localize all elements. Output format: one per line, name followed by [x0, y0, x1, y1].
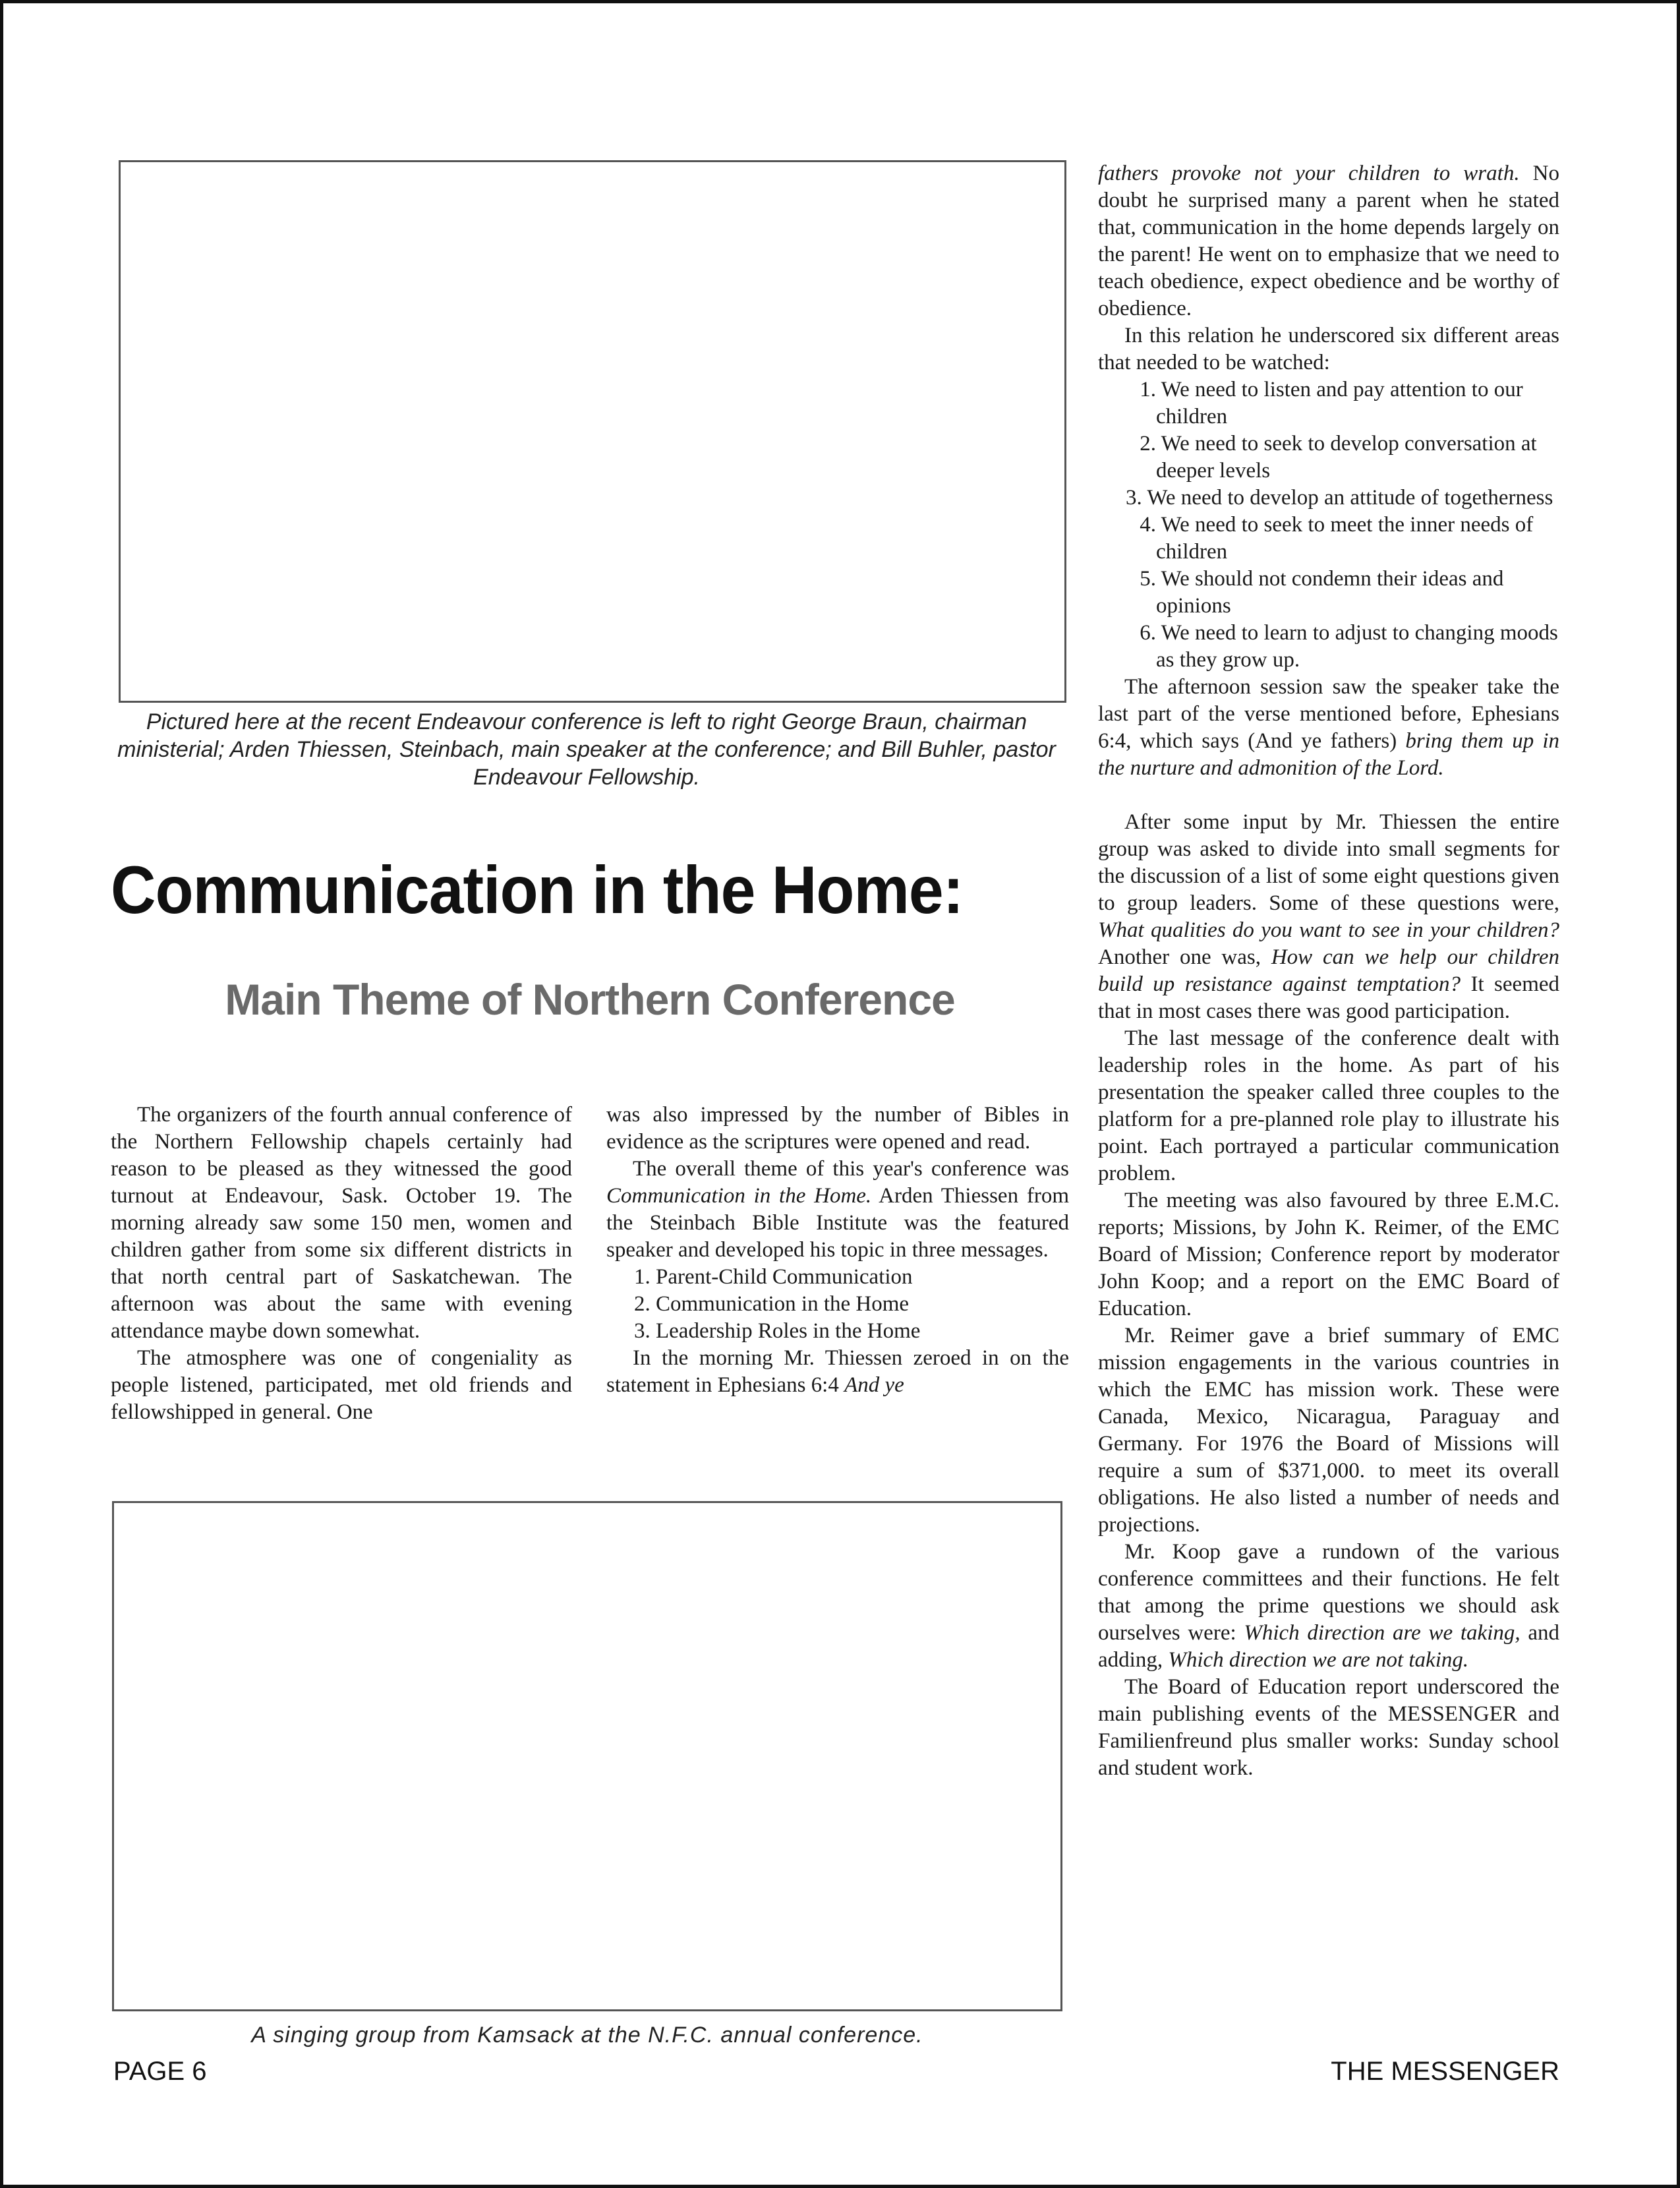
text-run: In the morning Mr. Thiessen zeroed in on the statement in Ephesians 6:4 [606, 1346, 1069, 1397]
text-run: Arden Thiessen from the Steinbach Bible Institute was the featured speaker and developed his topic in three messages. [606, 1184, 1069, 1262]
text-run: It seemed that in most cases there was good participation. [1098, 972, 1560, 1023]
italic-text: Which direction we are not taking. [1168, 1648, 1469, 1672]
paragraph: The Board of Education report underscored the main publishing events of the MESSENGER and Familienfreund plus smaller works: Sunday school and student work. [1098, 1675, 1559, 1780]
italic-text: And ye [844, 1373, 904, 1397]
italic-text: What qualities do you want to see in your children? [1098, 918, 1559, 942]
list-text: We should not condemn their ideas and opinions [1156, 567, 1504, 618]
list-item [606, 1291, 1069, 1318]
list-number: 6. [1140, 621, 1156, 645]
list-number: 4. [1140, 513, 1156, 537]
list-number: 3. [634, 1319, 651, 1343]
paragraph: The last message of the conference dealt with leadership roles in the home. As part of his presentation the speaker called three couples to the platform for a pre-planned role play to illustrate his point. Each portrayed a particular communication problem. [1098, 1026, 1559, 1185]
list-number: 2. [1140, 432, 1156, 456]
list-item [1098, 485, 1559, 512]
article-column-2 [606, 1102, 1069, 1399]
photo-caption-leaders: Pictured here at the recent Endeavour conference is left to right George Braun, chairman ministerial; Arden Thiessen, Steinbach, main speaker at the conference; and Bill Buhler, pastor Endeavour Fellowship. [117, 709, 1056, 790]
list-item [1098, 430, 1559, 485]
paragraph: Mr. Reimer gave a brief summary of EMC mission engagements in the various countries in which the EMC has mission work. These were Canada, Mexico, Nicaragua, Paraguay and Germany. For 1976 the Board of Missions will require a sum of $371,000. to meet its overall obligations. He also listed a number of needs and projections. [1098, 1324, 1559, 1537]
italic-text: fathers provoke not your children to wrath. [1098, 162, 1520, 185]
paragraph: The meeting was also favoured by three E.M.C. reports; Missions, by John K. Reimer, of the EMC Board of Mission; Conference report by moderator John Koop; and a report on the EMC Board of Education. [1098, 1189, 1559, 1320]
list-item [606, 1264, 1069, 1291]
list-number: 5. [1140, 567, 1156, 591]
list-item [606, 1318, 1069, 1345]
paragraph [1098, 1539, 1559, 1674]
publication-name: THE MESSENGER [1331, 2057, 1559, 2086]
italic-text: How can we help our children build up resistance against temptation? [1098, 945, 1559, 996]
italic-text: Communication in the Home. [606, 1184, 872, 1208]
list-number: 2. [634, 1292, 651, 1316]
text-run: No doubt he surprised many a parent when he stated that, communication in the home depends largely on the parent! He went on to emphasize that we need to teach obedience, expect obedience and be worthy of obedience. [1098, 162, 1559, 320]
text-run: After some input by Mr. Thiessen the entire group was asked to divide into small segments for the discussion of a list of some eight questions given to group leaders. Some of these questions were, [1098, 810, 1559, 915]
article-column-3 [1098, 160, 1559, 1782]
paragraph [606, 1156, 1069, 1264]
paragraph: was also impressed by the number of Bibles in evidence as the scriptures were opened and read. [606, 1103, 1069, 1154]
text-run: Another one was, [1098, 945, 1271, 969]
list-text: Communication in the Home [656, 1292, 910, 1316]
text-run: Mr. Koop gave a rundown of the various conference committees and their functions. He felt that among the prime questions we should ask ourselves were: [1098, 1540, 1559, 1645]
list-text: We need to listen and pay attention to our children [1156, 378, 1523, 429]
paragraph: The atmosphere was one of congeniality as people listened, participated, met old friends and fellowshipped in general. One [111, 1346, 572, 1424]
list-text: We need to seek to develop conversation at deeper levels [1156, 432, 1537, 483]
list-number: 3. [1126, 486, 1142, 510]
article-column-1 [111, 1102, 572, 1426]
list-item [1098, 620, 1559, 674]
page-number: PAGE 6 [113, 2057, 207, 2086]
paragraph [606, 1345, 1069, 1399]
list-item [1098, 512, 1559, 566]
list-item [1098, 376, 1559, 430]
photo-caption-singing-group: A singing group from Kamsack at the N.F.C. annual conference. [251, 2023, 923, 2048]
list-text: We need to seek to meet the inner needs of children [1156, 513, 1534, 564]
list-text: Parent-Child Communication [656, 1265, 913, 1289]
paragraph: The organizers of the fourth annual conference of the Northern Fellowship chapels certainly had reason to be pleased as they witnessed the good turnout at Endeavour, Sask. October 19. The morning already saw some 150 men, women and children gather from some six different districts in that north central part of Saskatchewan. The afternoon was about the same with evening attendance maybe down somewhat. [111, 1103, 572, 1343]
paragraph [1098, 160, 1559, 322]
list-item [1098, 566, 1559, 620]
areas-list [1098, 376, 1559, 674]
paragraph: In this relation he underscored six different areas that needed to be watched: [1098, 324, 1559, 374]
list-text: Leadership Roles in the Home [656, 1319, 921, 1343]
article-headline: Communication in the Home: [111, 852, 964, 928]
list-text: We need to develop an attitude of togetherness [1147, 486, 1553, 510]
text-run: The afternoon session saw the speaker take the last part of the verse mentioned before, Ephesians 6:4, which says (And ye fathers) [1098, 675, 1559, 753]
list-text: We need to learn to adjust to changing moods as they grow up. [1156, 621, 1558, 672]
italic-text: Which direction are we taking, [1244, 1621, 1521, 1645]
photo-singing-group [112, 1501, 1062, 2011]
article-subheadline: Main Theme of Northern Conference [225, 975, 955, 1024]
italic-text: bring them up in the nurture and admonition of the Lord. [1098, 729, 1559, 780]
paragraph [1098, 809, 1559, 1025]
list-number: 1. [1140, 378, 1156, 401]
list-number: 1. [634, 1265, 651, 1289]
photo-conference-leaders [119, 160, 1066, 703]
message-list [606, 1264, 1069, 1345]
paragraph [1098, 674, 1559, 782]
text-run: The overall theme of this year's conference was [633, 1157, 1069, 1181]
text-run: and adding, [1098, 1621, 1559, 1672]
